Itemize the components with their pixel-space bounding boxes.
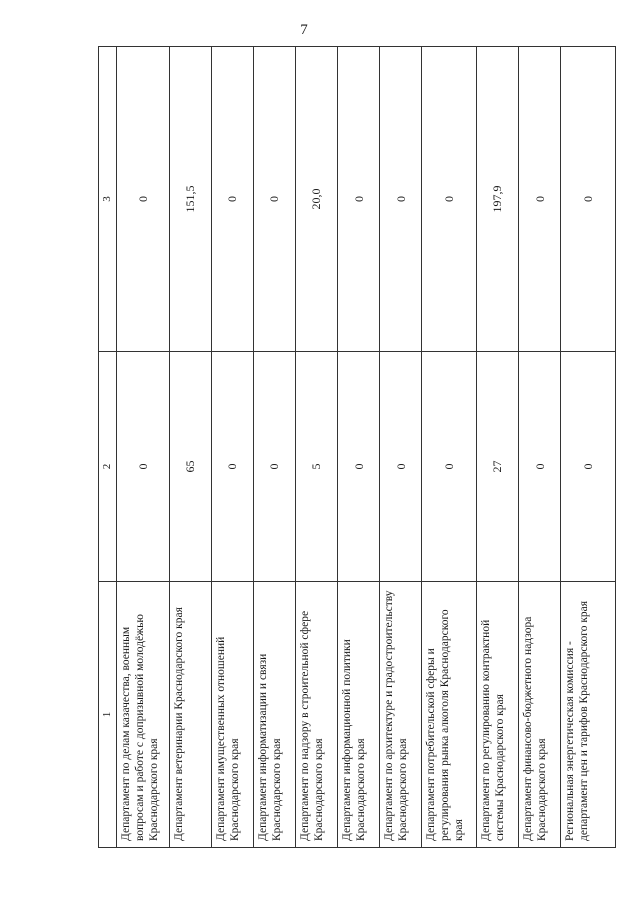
department-name: Департамент по надзору в строительной сфере Краснодарского края	[295, 582, 337, 848]
value-col-3: 0	[337, 47, 379, 352]
department-name: Региональная энергетическая комиссия - департамент цен и тарифов Краснодарского края	[561, 582, 616, 848]
value-col-3: 0	[422, 47, 477, 352]
value-col-2: 0	[422, 352, 477, 582]
value-col-3: 0	[380, 47, 422, 352]
table-row	[116, 47, 169, 848]
value-col-3: 0	[211, 47, 253, 352]
value-col-2: 0	[380, 352, 422, 582]
page-number: 7	[300, 22, 308, 38]
table-row	[422, 47, 477, 848]
department-name: Департамент информатизации и связи Краснодарского края	[253, 582, 295, 848]
value-col-2: 0	[519, 352, 561, 582]
department-name: Департамент по архитектуре и градостроительству Краснодарского края	[380, 582, 422, 848]
table-row	[169, 47, 211, 848]
value-col-2: 27	[476, 352, 518, 582]
value-col-3: 0	[253, 47, 295, 352]
department-name: Департамент по регулированию контрактной системы Краснодарского края	[476, 582, 518, 848]
table-row	[211, 47, 253, 848]
table-container	[98, 47, 616, 848]
value-col-3: 151,5	[169, 47, 211, 352]
department-name: Департамент финансово-бюджетного надзора Краснодарского края	[519, 582, 561, 848]
value-col-2: 65	[169, 352, 211, 582]
table-row	[295, 47, 337, 848]
department-name: Департамент имущественных отношений Краснодарского края	[211, 582, 253, 848]
department-name: Департамент информационной политики Краснодарского края	[337, 582, 379, 848]
value-col-3: 197,9	[476, 47, 518, 352]
header-col-1: 1	[99, 582, 117, 848]
table-row	[476, 47, 518, 848]
value-col-3: 0	[519, 47, 561, 352]
department-name: Департамент потребительской сферы и регулирования рынка алкоголя Краснодарского края	[422, 582, 477, 848]
table-row	[337, 47, 379, 848]
value-col-2: 0	[253, 352, 295, 582]
value-col-2: 0	[116, 352, 169, 582]
value-col-3: 0	[561, 47, 616, 352]
value-col-3: 0	[116, 47, 169, 352]
departments-table	[98, 46, 616, 848]
value-col-3: 20,0	[295, 47, 337, 352]
value-col-2: 0	[211, 352, 253, 582]
table-row	[380, 47, 422, 848]
department-name: Департамент ветеринарии Краснодарского края	[169, 582, 211, 848]
table-row	[519, 47, 561, 848]
value-col-2: 5	[295, 352, 337, 582]
table-row	[561, 47, 616, 848]
table-header-row	[99, 47, 117, 848]
table-row	[253, 47, 295, 848]
value-col-2: 0	[337, 352, 379, 582]
department-name: Департамент по делам казачества, военным вопросам и работе с допризывной молодёжью Краснодарского края	[116, 582, 169, 848]
header-col-3: 3	[99, 47, 117, 352]
header-col-2: 2	[99, 352, 117, 582]
value-col-2: 0	[561, 352, 616, 582]
